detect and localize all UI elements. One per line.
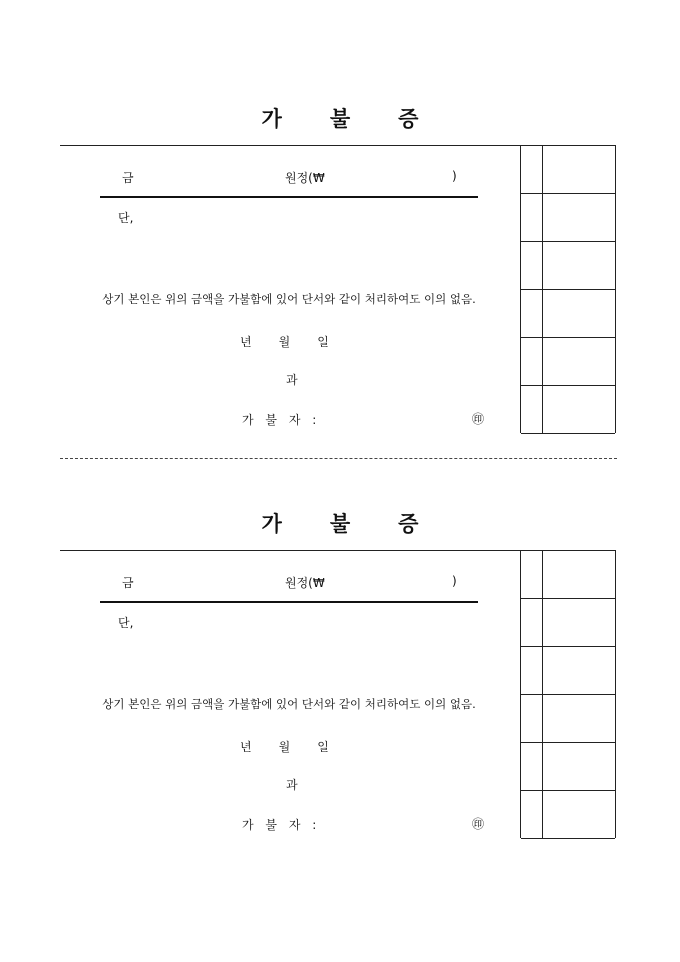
- won-label: 원정(₩: [285, 576, 325, 590]
- approval-cell-label[interactable]: [521, 551, 543, 598]
- approval-row: [521, 194, 615, 242]
- approval-cell-sign[interactable]: [543, 242, 615, 289]
- date-day: 일: [317, 740, 329, 754]
- title-char: 불: [329, 106, 351, 131]
- approval-box: [520, 550, 616, 838]
- approval-row: [521, 242, 615, 290]
- seal-icon: ㊞: [472, 817, 485, 831]
- approval-cell-label[interactable]: [521, 599, 543, 646]
- title-char: 가: [261, 511, 282, 536]
- voucher-title: [0, 508, 680, 538]
- approval-cell-label[interactable]: [521, 242, 543, 289]
- date-year: 년: [240, 740, 252, 754]
- approval-row: [521, 551, 615, 599]
- amount-fill-line[interactable]: [100, 601, 478, 603]
- statement-text: 상기 본인은 위의 금액을 가불함에 있어 단서와 같이 처리하여도 이의 없음.: [102, 697, 476, 711]
- date-line: [240, 738, 356, 755]
- approval-row: [521, 647, 615, 695]
- approval-row: [521, 386, 615, 434]
- title-char: 가: [261, 106, 282, 131]
- amount-label: 금: [122, 576, 134, 590]
- approval-cell-sign[interactable]: [543, 647, 615, 694]
- approval-cell-sign[interactable]: [543, 791, 615, 838]
- borrower-label: 가 불 자 :: [242, 413, 321, 427]
- approval-cell-sign[interactable]: [543, 599, 615, 646]
- approval-cell-sign[interactable]: [543, 194, 615, 241]
- won-label: 원정(₩: [285, 171, 325, 185]
- statement-text: 상기 본인은 위의 금액을 가불함에 있어 단서와 같이 처리하여도 이의 없음.: [102, 292, 476, 306]
- approval-cell-label[interactable]: [521, 338, 543, 385]
- approval-cell-sign[interactable]: [543, 743, 615, 790]
- approval-cell-label[interactable]: [521, 194, 543, 241]
- top-rule: [60, 550, 520, 551]
- approval-cell-label[interactable]: [521, 791, 543, 838]
- dept-label: 과: [286, 373, 298, 387]
- borrower-label: 가 불 자 :: [242, 818, 321, 832]
- note-label: 단,: [118, 211, 134, 225]
- approval-cell-sign[interactable]: [543, 386, 615, 433]
- amount-label: 금: [122, 171, 134, 185]
- approval-row: [521, 338, 615, 386]
- approval-box: [520, 145, 616, 433]
- approval-row: [521, 599, 615, 647]
- voucher-bottom: [0, 508, 680, 853]
- approval-row: [521, 743, 615, 791]
- top-rule: [60, 145, 520, 146]
- close-paren: ): [452, 169, 457, 183]
- cut-line: [60, 458, 617, 459]
- note-label: 단,: [118, 616, 134, 630]
- voucher-title: [0, 103, 680, 133]
- date-year: 년: [240, 335, 252, 349]
- voucher-top: [0, 103, 680, 448]
- amount-fill-line[interactable]: [100, 196, 478, 198]
- title-char: 불: [329, 511, 351, 536]
- approval-cell-sign[interactable]: [543, 551, 615, 598]
- date-day: 일: [317, 335, 329, 349]
- close-paren: ): [452, 574, 457, 588]
- title-char: 증: [398, 106, 419, 131]
- seal-icon: ㊞: [472, 412, 485, 426]
- approval-cell-label[interactable]: [521, 743, 543, 790]
- date-month: 월: [278, 335, 291, 349]
- approval-cell-sign[interactable]: [543, 146, 615, 193]
- date-month: 월: [278, 740, 291, 754]
- approval-row: [521, 146, 615, 194]
- approval-row: [521, 791, 615, 839]
- title-char: 증: [398, 511, 419, 536]
- date-line: [240, 333, 356, 350]
- approval-cell-label[interactable]: [521, 647, 543, 694]
- dept-label: 과: [286, 778, 298, 792]
- approval-cell-label[interactable]: [521, 386, 543, 433]
- approval-cell-sign[interactable]: [543, 338, 615, 385]
- approval-cell-label[interactable]: [521, 146, 543, 193]
